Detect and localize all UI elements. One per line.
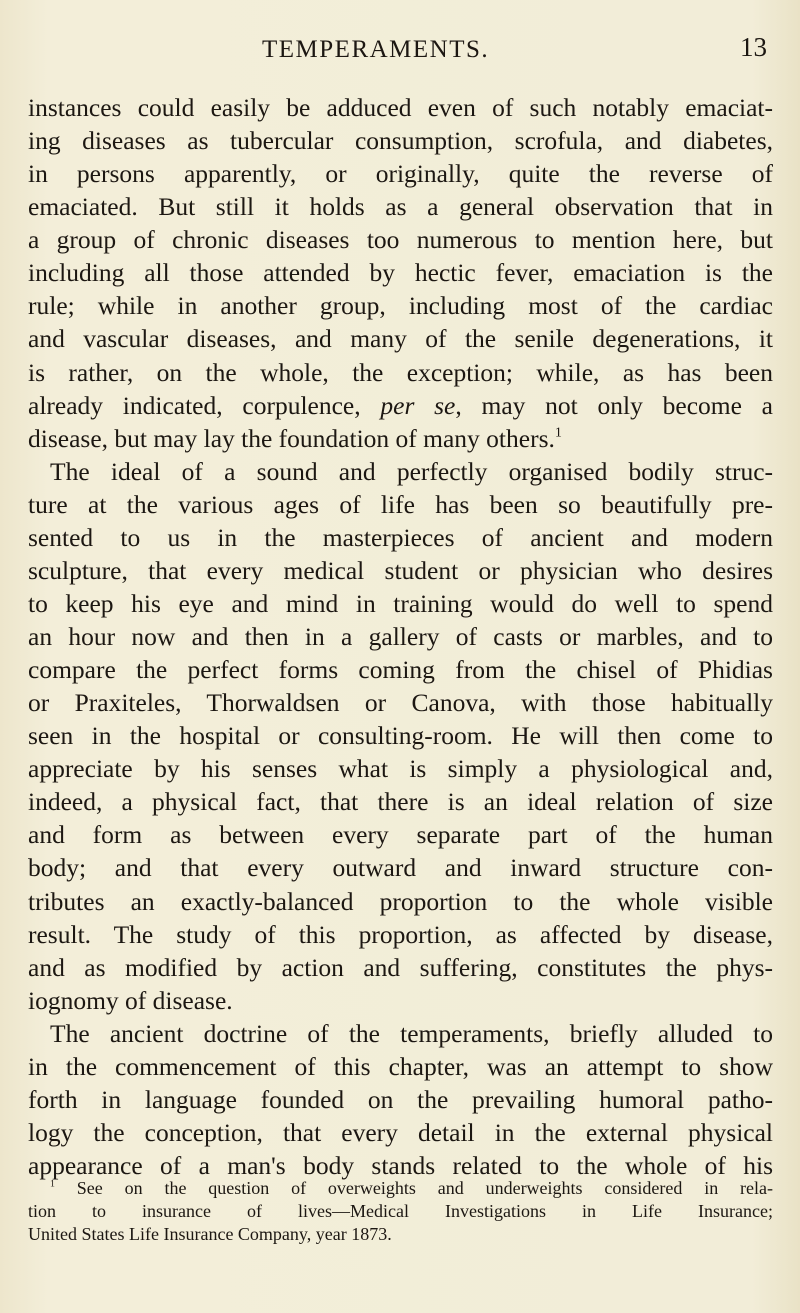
text-line: appreciate by his senses what is simply a physiological and, — [28, 754, 773, 784]
footnote-line: United States Life Insurance Company, year 1873. — [28, 1224, 392, 1244]
footnote-text: See on the question of overweights and underweights considered in rela- — [76, 1178, 774, 1198]
text-line: already indicated, corpulence, per se, may not only become a — [28, 390, 773, 420]
text-line: rule; while in another group, including most of the cardiac — [28, 291, 773, 321]
text-line: result. The study of this proportion, as affected by disease, — [28, 919, 773, 949]
italic-phrase: per se — [380, 390, 456, 420]
text-line: including all those attended by hectic fever, emaciation is the — [28, 258, 773, 288]
text-line: seen in the hospital or consulting-room. He will then come to — [28, 721, 773, 751]
text-line: sculpture, that every medical student or physician who desires — [28, 555, 773, 585]
text-line: ing diseases as tubercular consumption, scrofula, and diabetes, — [28, 126, 773, 156]
text-line: tributes an exactly-balanced proportion to the whole visible — [28, 886, 773, 916]
paragraph-start-line: The ideal of a sound and perfectly organised bodily struc- — [50, 456, 773, 486]
text-line: compare the perfect forms coming from the chisel of Phidias — [28, 655, 773, 685]
text-line: emaciated. But still it holds as a general observation that in — [28, 192, 773, 222]
text-line: and form as between every separate part of the human — [28, 820, 773, 850]
footnote-line — [28, 1177, 773, 1200]
text-line: in persons apparently, or originally, quite the reverse of — [28, 159, 773, 189]
text-line: to keep his eye and mind in training would do well to spend — [28, 588, 773, 618]
page-number: 13 — [740, 32, 767, 62]
footnote-reference: 1 — [554, 425, 562, 441]
text-line-with-footnote-ref — [28, 422, 773, 455]
text-line: appearance of a man's body stands related to the whole of his — [28, 1151, 773, 1180]
text-line: instances could easily be adduced even of such notably emaciat- — [28, 93, 773, 122]
page-header — [0, 30, 800, 70]
text-line: a group of chronic diseases too numerous to mention here, but — [28, 225, 773, 255]
text-line: iognomy of disease. — [28, 985, 233, 1015]
footnote-line: tion to insurance of lives—Medical Investigations in Life Insurance; — [28, 1201, 773, 1221]
text-line: body; and that every outward and inward structure con- — [28, 853, 773, 883]
body-text — [28, 91, 773, 1182]
text-line: an hour now and then in a gallery of casts or marbles, and to — [28, 622, 773, 651]
text-line: forth in language founded on the prevailing humoral patho- — [28, 1084, 773, 1114]
text-line: or Praxiteles, Thorwaldsen or Canova, with those habitually — [28, 688, 773, 718]
running-title: TEMPERAMENTS. — [262, 36, 490, 63]
text-line: in the commencement of this chapter, was an attempt to show — [28, 1051, 773, 1081]
footnote-marker: 1 — [50, 1178, 55, 1190]
text-line: logy the conception, that every detail in the external physical — [28, 1117, 773, 1147]
text-line: and as modified by action and suffering, constitutes the phys- — [28, 952, 773, 982]
footnote — [28, 1177, 773, 1246]
text-line: and vascular diseases, and many of the senile degenerations, it — [28, 324, 773, 354]
paragraph-start-line: The ancient doctrine of the temperaments, briefly alluded to — [50, 1018, 773, 1048]
text-line: is rather, on the whole, the exception; while, as has been — [28, 357, 773, 387]
text-line: ture at the various ages of life has been so beautifully pre- — [28, 489, 773, 519]
text-line-content: disease, but may lay the foundation of many others. — [28, 423, 555, 453]
text-line: indeed, a physical fact, that there is an ideal relation of size — [28, 787, 773, 817]
text-line: sented to us in the masterpieces of ancient and modern — [28, 522, 773, 552]
